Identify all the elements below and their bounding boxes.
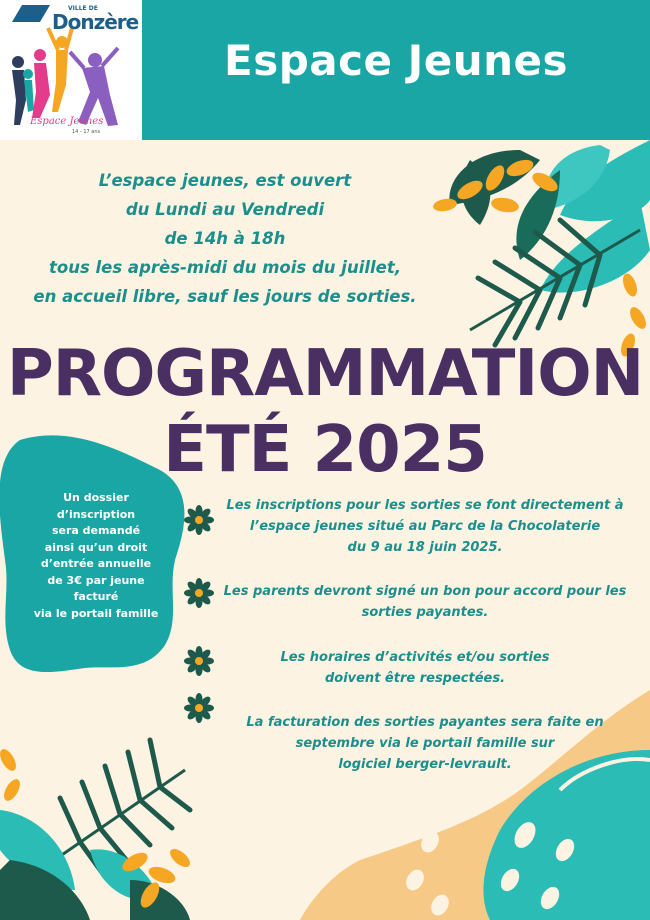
info-line: Les parents devront signé un bon pour accord pour les [223,584,627,599]
program-title [0,336,650,488]
program-title-line2: ÉTÉ 2025 [163,413,487,487]
info-line: La facturation des sorties payantes sera faite en [246,715,604,730]
registration-note [8,490,184,622]
program-title-line1: PROGRAMMATION [6,337,644,411]
page-title: Espace Jeunes [224,36,568,85]
info-line: doivent être respectées. [324,671,506,686]
info-item-registration [215,495,635,558]
note-line: d’inscription [56,507,136,521]
intro-line: du Lundi au Vendredi [125,200,325,219]
note-line: facturé [73,590,119,603]
town-logo [0,0,142,140]
note-line: ainsi qu’un droit [44,540,148,554]
logo-age-range: 14 - 17 ans [72,129,101,135]
info-line: du 9 au 18 juin 2025. [347,540,503,555]
info-item-billing [215,712,635,775]
tropical-leaves-top-right [432,140,650,358]
intro-line: en accueil libre, sauf les jours de sorties. [33,287,417,306]
note-line: via le portail famille [33,606,159,620]
header-banner [0,0,650,140]
info-line: logiciel berger-levrault. [338,757,512,772]
intro-line: tous les après-midi du mois du juillet, [48,258,402,277]
info-item-schedule [215,647,615,689]
note-line: d’entrée annuelle [40,557,152,570]
info-line: l’espace jeunes situé au Parc de la Chocolaterie [249,519,601,534]
info-line: Les inscriptions pour les sorties se font directement à [226,498,624,513]
note-line: Un dossier [63,491,129,504]
tropical-leaves-bottom-left [0,740,193,920]
info-line: Les horaires d’activités et/ou sorties [280,650,550,665]
info-line: septembre via le portail famille sur [295,736,555,751]
note-line: sera demandé [51,524,141,537]
info-item-parents [215,581,635,623]
logo-subtitle: Espace Jeunes [30,116,104,127]
flower-icon [183,645,215,677]
intro-text [0,166,450,311]
intro-line: L’espace jeunes, est ouvert [98,171,352,190]
info-line: sorties payantes. [361,605,489,620]
note-line: de 3€ par jeune [47,573,145,587]
logo-town-name: Donzère [52,10,139,34]
intro-line: de 14h à 18h [164,229,286,248]
flower-icon [183,692,215,724]
flower-icon [183,577,215,609]
flower-icon [183,504,215,536]
logo-town-prefix: VILLE DE [68,5,98,12]
